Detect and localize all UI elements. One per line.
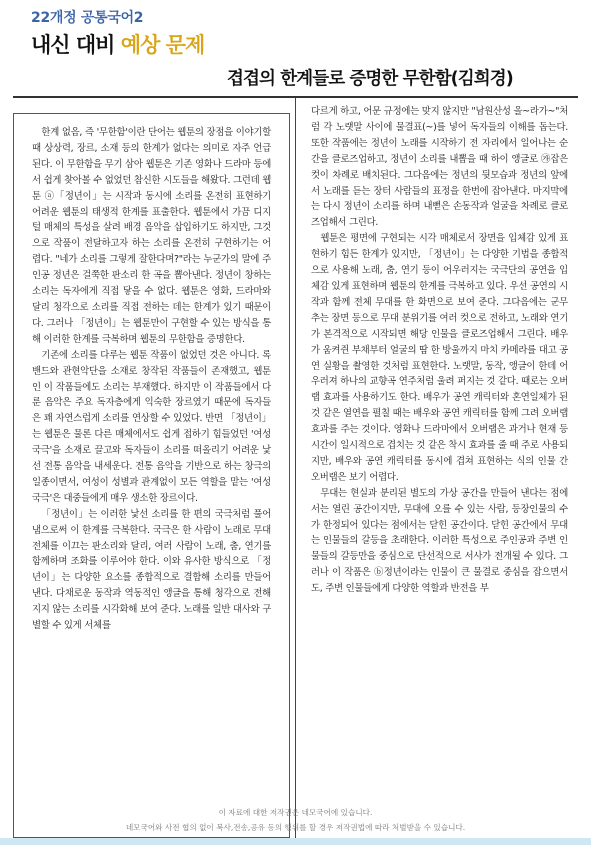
passage-left-text bbox=[32, 125, 271, 634]
copyright-line-1: 이 자료에 대한 저작권은 네모국어에 있습니다. bbox=[218, 808, 373, 817]
course-label: 22개정 공통국어2 bbox=[31, 10, 144, 26]
paragraph: 웹툰은 평면에 구현되는 시각 매체로서 장면을 입체감 있게 표현하기 힘든 한계가 있지만, 「정년이」는 다양한 기법을 종합적으로 사용해 노래, 춤, 연기 등이 어우러지는 국극단의 공연을 입체감 있게 표현하며 웹툰의 한계를 극복하고 있다. 우선 공연의 시작과 함께 전체 무대를 한 화면으로 보여 준다. 그다음에는 군무 추는 장면 등으로 무대 분위기를 여러 컷으로 전하고, 노래와 연기가 본격적으로 시작되면 해당 인물을 클로즈업해서 그린다. 배우가 움켜쥔 부채부터 얼굴의 땀 한 방울까지 마치 카메라를 대고 공연 실황을 촬영한 것처럼 표현한다. 노랫말, 동작, 앵글이 한데 어우러져 하나의 교향곡 연주처럼 울려 퍼지는 것 같다. 때로는 오버랩 효과를 사용하기도 한다. 배우가 공연 캐릭터와 혼연일체가 된 것 같은 열연을 펼칠 때는 배우와 공연 캐릭터를 함께 그려 오버랩 효과를 주는 것이다. 영화나 드라마에서 오버랩은 과거나 현재 등 시간이 일시적으로 겹치는 것 같은 착시 효과를 줄 때 주로 사용되지만, 배우와 공연 캐릭터를 동시에 겹쳐 표현하는 식의 인물 간 오버랩은 보기 어렵다. bbox=[311, 233, 568, 483]
copyright-line-2: 네모국어와 사전 협의 없이 복사,전송,공유 등의 행위를 할 경우 저작권법에 따라 처벌받을 수 있습니다. bbox=[125, 823, 466, 832]
copyright-notice bbox=[0, 805, 591, 835]
paragraph: 「정년이」는 이러한 낯선 소리를 한 편의 국극처럼 풀어냄으로써 이 한계를 극복한다. 국극은 한 사람이 노래로 무대 전체를 이끄는 판소리와 달리, 여러 사람이 노래, 춤, 연기를 함께하며 조화를 이루어야 한다. 이와 유사한 방식으로 「정년이」는 다양한 요소를 종합적으로 결합해 소리를 만들어 낸다. 다채로운 동작과 역동적인 앵글을 통해 청각으로 전해지지 않는 소리를 시각화해 보여 준다. 노래를 일반 대사와 구별할 수 있게 서체를 bbox=[32, 508, 271, 632]
footer-band bbox=[0, 838, 591, 845]
passage-box-right bbox=[301, 98, 578, 838]
paragraph: 기존에 소리를 다루는 웹툰 작품이 없었던 것은 아니다. 록 밴드와 관현악단을 소재로 창작된 작품들이 존재했고, 웹툰인 이 작품들에도 소리는 부재했다. 하지만 이 작품들에서 다룬 음악은 주요 독자층에게 익숙한 장르였기 때문에 독자들은 꽤 자연스럽게 소리를 연상할 수 있었다. 반면 「정년이」는 웹툰은 물론 다른 매체에서도 쉽게 접하기 힘들었던 '여성 국극'을 소재로 끌고와 독자들이 소리를 떠올리기 어려운 낯선 전통 음악을 내세운다. 전통 음악을 기반으로 하는 창극의 일종이면서, 여성이 성별과 관계없이 모든 역할을 맡는 '여성 국극'은 대중들에게 매우 생소한 장르이다. bbox=[32, 349, 271, 504]
column-divider bbox=[295, 98, 296, 838]
title-accent: 예상 문제 bbox=[120, 33, 205, 57]
paragraph: 다르게 하고, 어문 규정에는 맞지 않지만 "남원산성 올~라가~"처럼 각 노랫말 사이에 물결표(~)를 넣어 독자들의 이해를 돕는다. 또한 작품에는 정년이 노래를 시작하기 전 자리에서 일어나는 순간을 클로즈업하고, 정년이 소리를 내뽑을 때 하이 앵글로 ㉮잡은 컷이 차례로 배치된다. 그다음에는 정년의 뒷모습과 정년의 앞에서 노래를 듣는 장터 사람들의 표정을 한번에 잡아낸다. 마지막에는 다시 정년이 소리를 하며 내뻗은 손동작과 얼굴을 차례로 클로즈업해서 그린다. bbox=[311, 106, 568, 229]
title-prefix: 내신 대비 bbox=[31, 33, 121, 57]
paragraph: 무대는 현실과 분리된 별도의 가상 공간을 만들어 낸다는 점에서는 열린 공간이지만, 무대에 오를 수 있는 사람, 등장인물의 수가 한정되어 있다는 점에서는 닫힌 공간이다. 닫힌 공간에서 무대는 인물들의 갈등을 초래한다. 이러한 특성으로 주인공과 주변 인물들의 갈등만을 중심으로 단선적으로 서사가 전개될 수 있다. 그러나 이 작품은 ⓑ정년이라는 인물이 큰 물결로 중심을 잡으면서도, 주변 인물들에게 다양한 역할과 반전을 부 bbox=[311, 487, 568, 595]
passage-right-text bbox=[311, 104, 568, 597]
page-subtitle: 겹겹의 한계들로 증명한 무한함(김희경) bbox=[227, 69, 513, 89]
passage-box-left bbox=[13, 113, 290, 838]
paragraph: 한계 없음, 즉 '무한함'이란 단어는 웹툰의 장점을 이야기할 때 상상력, 장르, 소재 등의 한계가 없다는 의미로 자주 언급된다. 이 무한함을 무기 삼아 웹툰은 기존 영화나 드라마 등에서 쉽게 찾아볼 수 없었던 참신한 시도들을 해왔다. 그런데 웹툰 ⓐ「정년이」는 시작과 동시에 소리를 온전히 표현하기 어려운 웹툰의 태생적 한계를 표출한다. 웹툰에서 가끔 디지털 매체의 특성을 살려 배경 음악을 삽입하기도 하지만, 그것으로 작품이 전달하고자 하는 소리를 온전히 구현하기는 어렵다. "네가 소리를 그렇게 잘한다며?"라는 누군가의 말에 주인공 정년은 걸쭉한 판소리 한 곡을 뽑아낸다. 정년이 창하는 소리는 독자에게 직접 닿을 수 없다. 웹툰은 영화, 드라마와 달리 청각으로 소리를 직접 전하는 데는 한계가 있기 때문이다. 그러나 「정년이」는 웹툰만이 구현할 수 있는 방식을 통해 이러한 한계를 극복하며 웹툰의 무한함을 증명한다. bbox=[32, 127, 271, 345]
page-title bbox=[31, 29, 204, 59]
